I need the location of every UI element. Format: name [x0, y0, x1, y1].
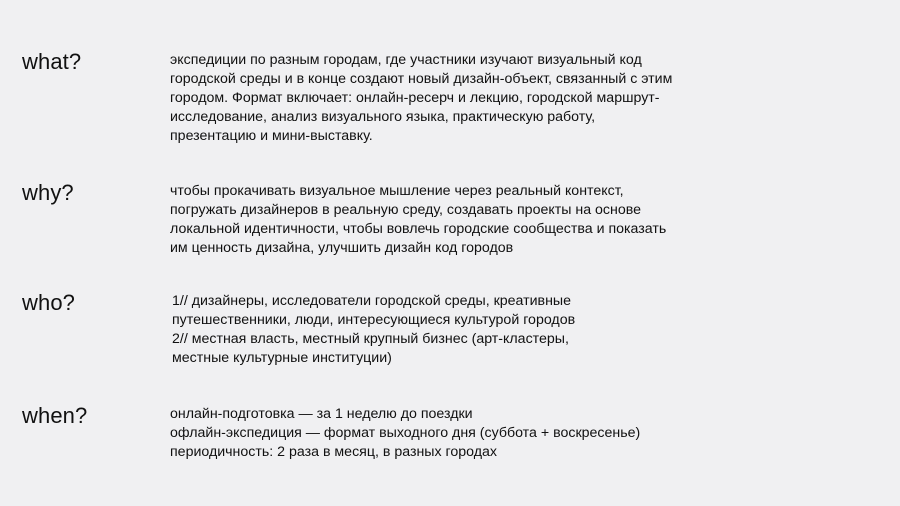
text-line: чтобы прокачивать визуальное мышление через реальный контекст, — [170, 183, 624, 199]
heading-when: when? — [22, 403, 88, 428]
text-line: им ценность дизайна, улучшить дизайн код городов — [170, 240, 514, 256]
text-line: городской среды и в конце создают новый дизайн-объект, связанный с этим — [170, 71, 673, 87]
text-line: презентацию и мини-выставку. — [170, 128, 373, 144]
description-when — [170, 405, 750, 462]
text-line: путешественники, люди, интересующиеся культурой городов — [172, 312, 576, 328]
description-who — [170, 292, 752, 368]
text-line: погружать дизайнеров в реальную среду, создавать проекты на основе — [170, 202, 642, 218]
text-line: 2// местная власть, местный крупный бизнес (арт-кластеры, — [172, 331, 569, 347]
text-line: онлайн-подготовка — за 1 неделю до поездки — [170, 406, 473, 422]
text-line: 1// дизайнеры, исследователи городской среды, креативные — [172, 293, 572, 309]
text-line: местные культурные институции) — [172, 350, 392, 366]
description-why — [170, 182, 750, 258]
text-line: офлайн-экспедиция — формат выходного дня (суббота + воскресенье) — [170, 425, 641, 441]
text-line: периодичность: 2 раза в месяц, в разных городах — [170, 444, 498, 460]
text-line: экспедиции по разным городам, где участники изучают визуальный код — [170, 52, 642, 68]
description-what — [170, 51, 750, 146]
heading-who: who? — [22, 290, 75, 315]
text-line: городом. Формат включает: онлайн-ресерч и лекцию, городской маршрут- — [170, 90, 660, 106]
heading-what: what? — [22, 49, 82, 74]
text-line: локальной идентичности, чтобы вовлечь городские сообщества и показать — [170, 221, 667, 237]
text-line: исследование, анализ визуального языка, практическую работу, — [170, 109, 596, 125]
heading-why: why? — [22, 180, 74, 205]
